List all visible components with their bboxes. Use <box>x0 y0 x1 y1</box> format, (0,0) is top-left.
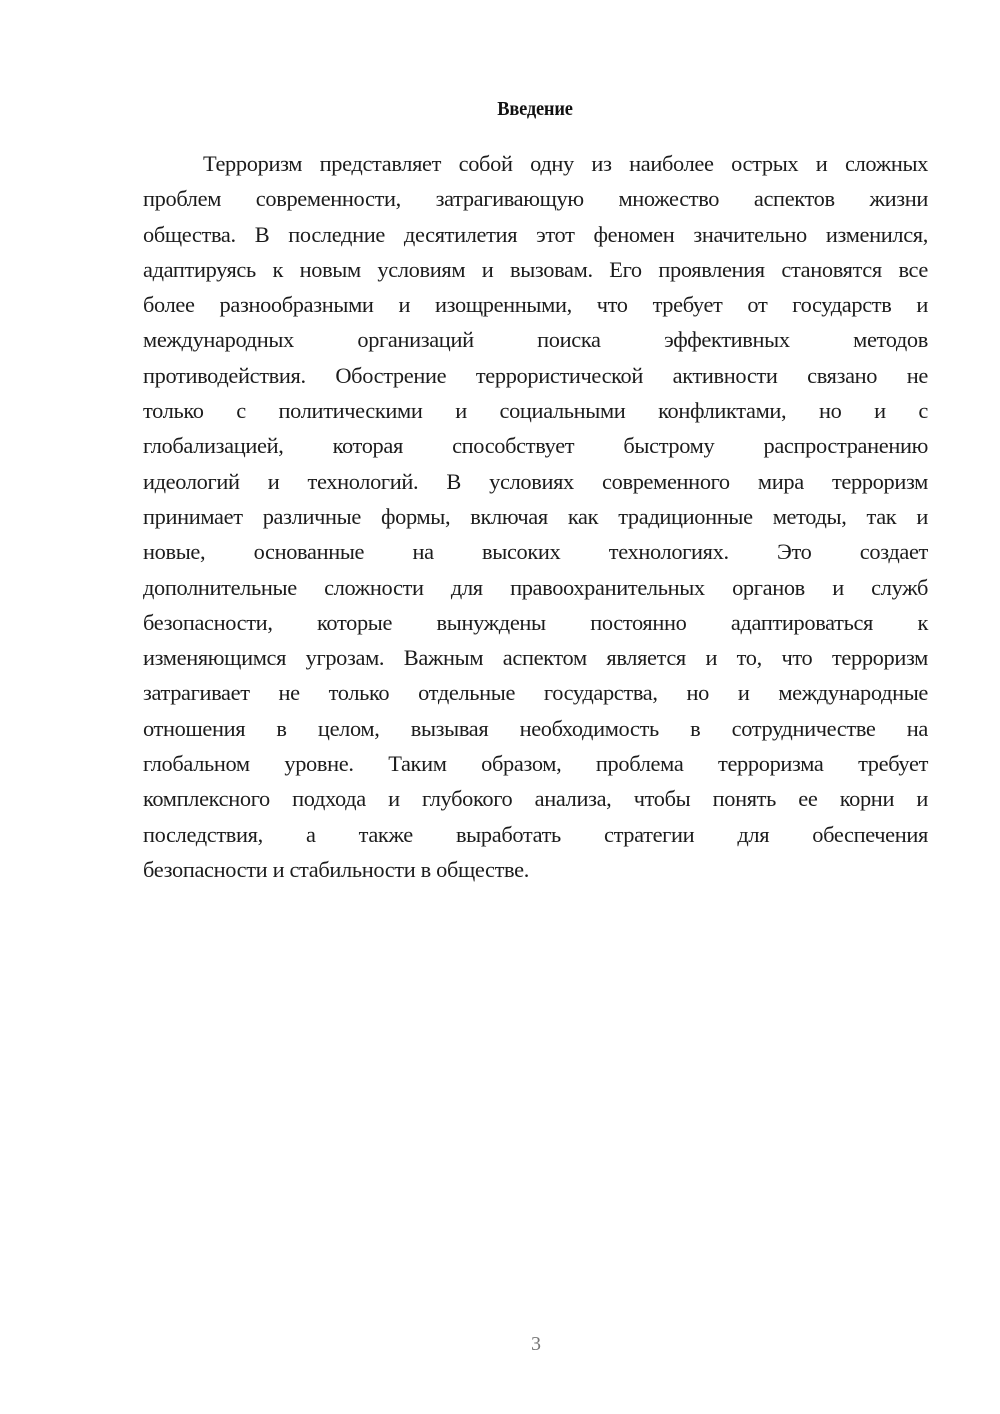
paragraph-line: глобализацией, которая способствует быстрому распространению <box>143 433 928 459</box>
paragraph-line: комплексного подхода и глубокого анализа, чтобы понять ее корни и <box>143 786 928 812</box>
paragraph-line: глобальном уровне. Таким образом, проблема терроризма требует <box>143 751 928 777</box>
section-heading: Введение <box>497 98 573 120</box>
paragraph-line: Терроризм представляет собой одну из наиболее острых и сложных <box>203 151 928 176</box>
paragraph-line: противодействия. Обострение террористической активности связано не <box>143 362 928 388</box>
paragraph-line: международных организаций поиска эффективных методов <box>143 327 928 353</box>
paragraph-line: общества. В последние десятилетия этот феномен значительно изменился, <box>143 221 928 247</box>
paragraph-line: принимает различные формы, включая как традиционные методы, так и <box>143 503 928 529</box>
paragraph-line: новые, основанные на высоких технологиях. Это создает <box>143 539 928 565</box>
paragraph-line: адаптируясь к новым условиям и вызовам. Его проявления становятся все <box>143 256 928 282</box>
paragraph-line: затрагивает не только отдельные государства, но и международные <box>143 680 928 706</box>
paragraph-line: только с политическими и социальными конфликтами, но и с <box>143 398 928 424</box>
page-number: 3 <box>531 1333 541 1355</box>
paragraph-line: изменяющимся угрозам. Важным аспектом является и то, что терроризм <box>143 645 928 671</box>
paragraph-line: безопасности, которые вынуждены постоянно адаптироваться к <box>143 609 928 635</box>
paragraph-line: более разнообразными и изощренными, что требует от государств и <box>143 292 928 318</box>
paragraph-line: дополнительные сложности для правоохранительных органов и служб <box>143 574 928 600</box>
paragraph-line: проблем современности, затрагивающую множество аспектов жизни <box>143 186 928 212</box>
paragraph-line: отношения в целом, вызывая необходимость в сотрудничестве на <box>143 715 928 741</box>
paragraph-line: последствия, а также выработать стратегии для обеспечения <box>143 821 928 847</box>
body-paragraph <box>143 146 928 887</box>
paragraph-line: безопасности и стабильности в обществе. <box>143 856 529 882</box>
paragraph-line: идеологий и технологий. В условиях современного мира терроризм <box>143 468 928 494</box>
